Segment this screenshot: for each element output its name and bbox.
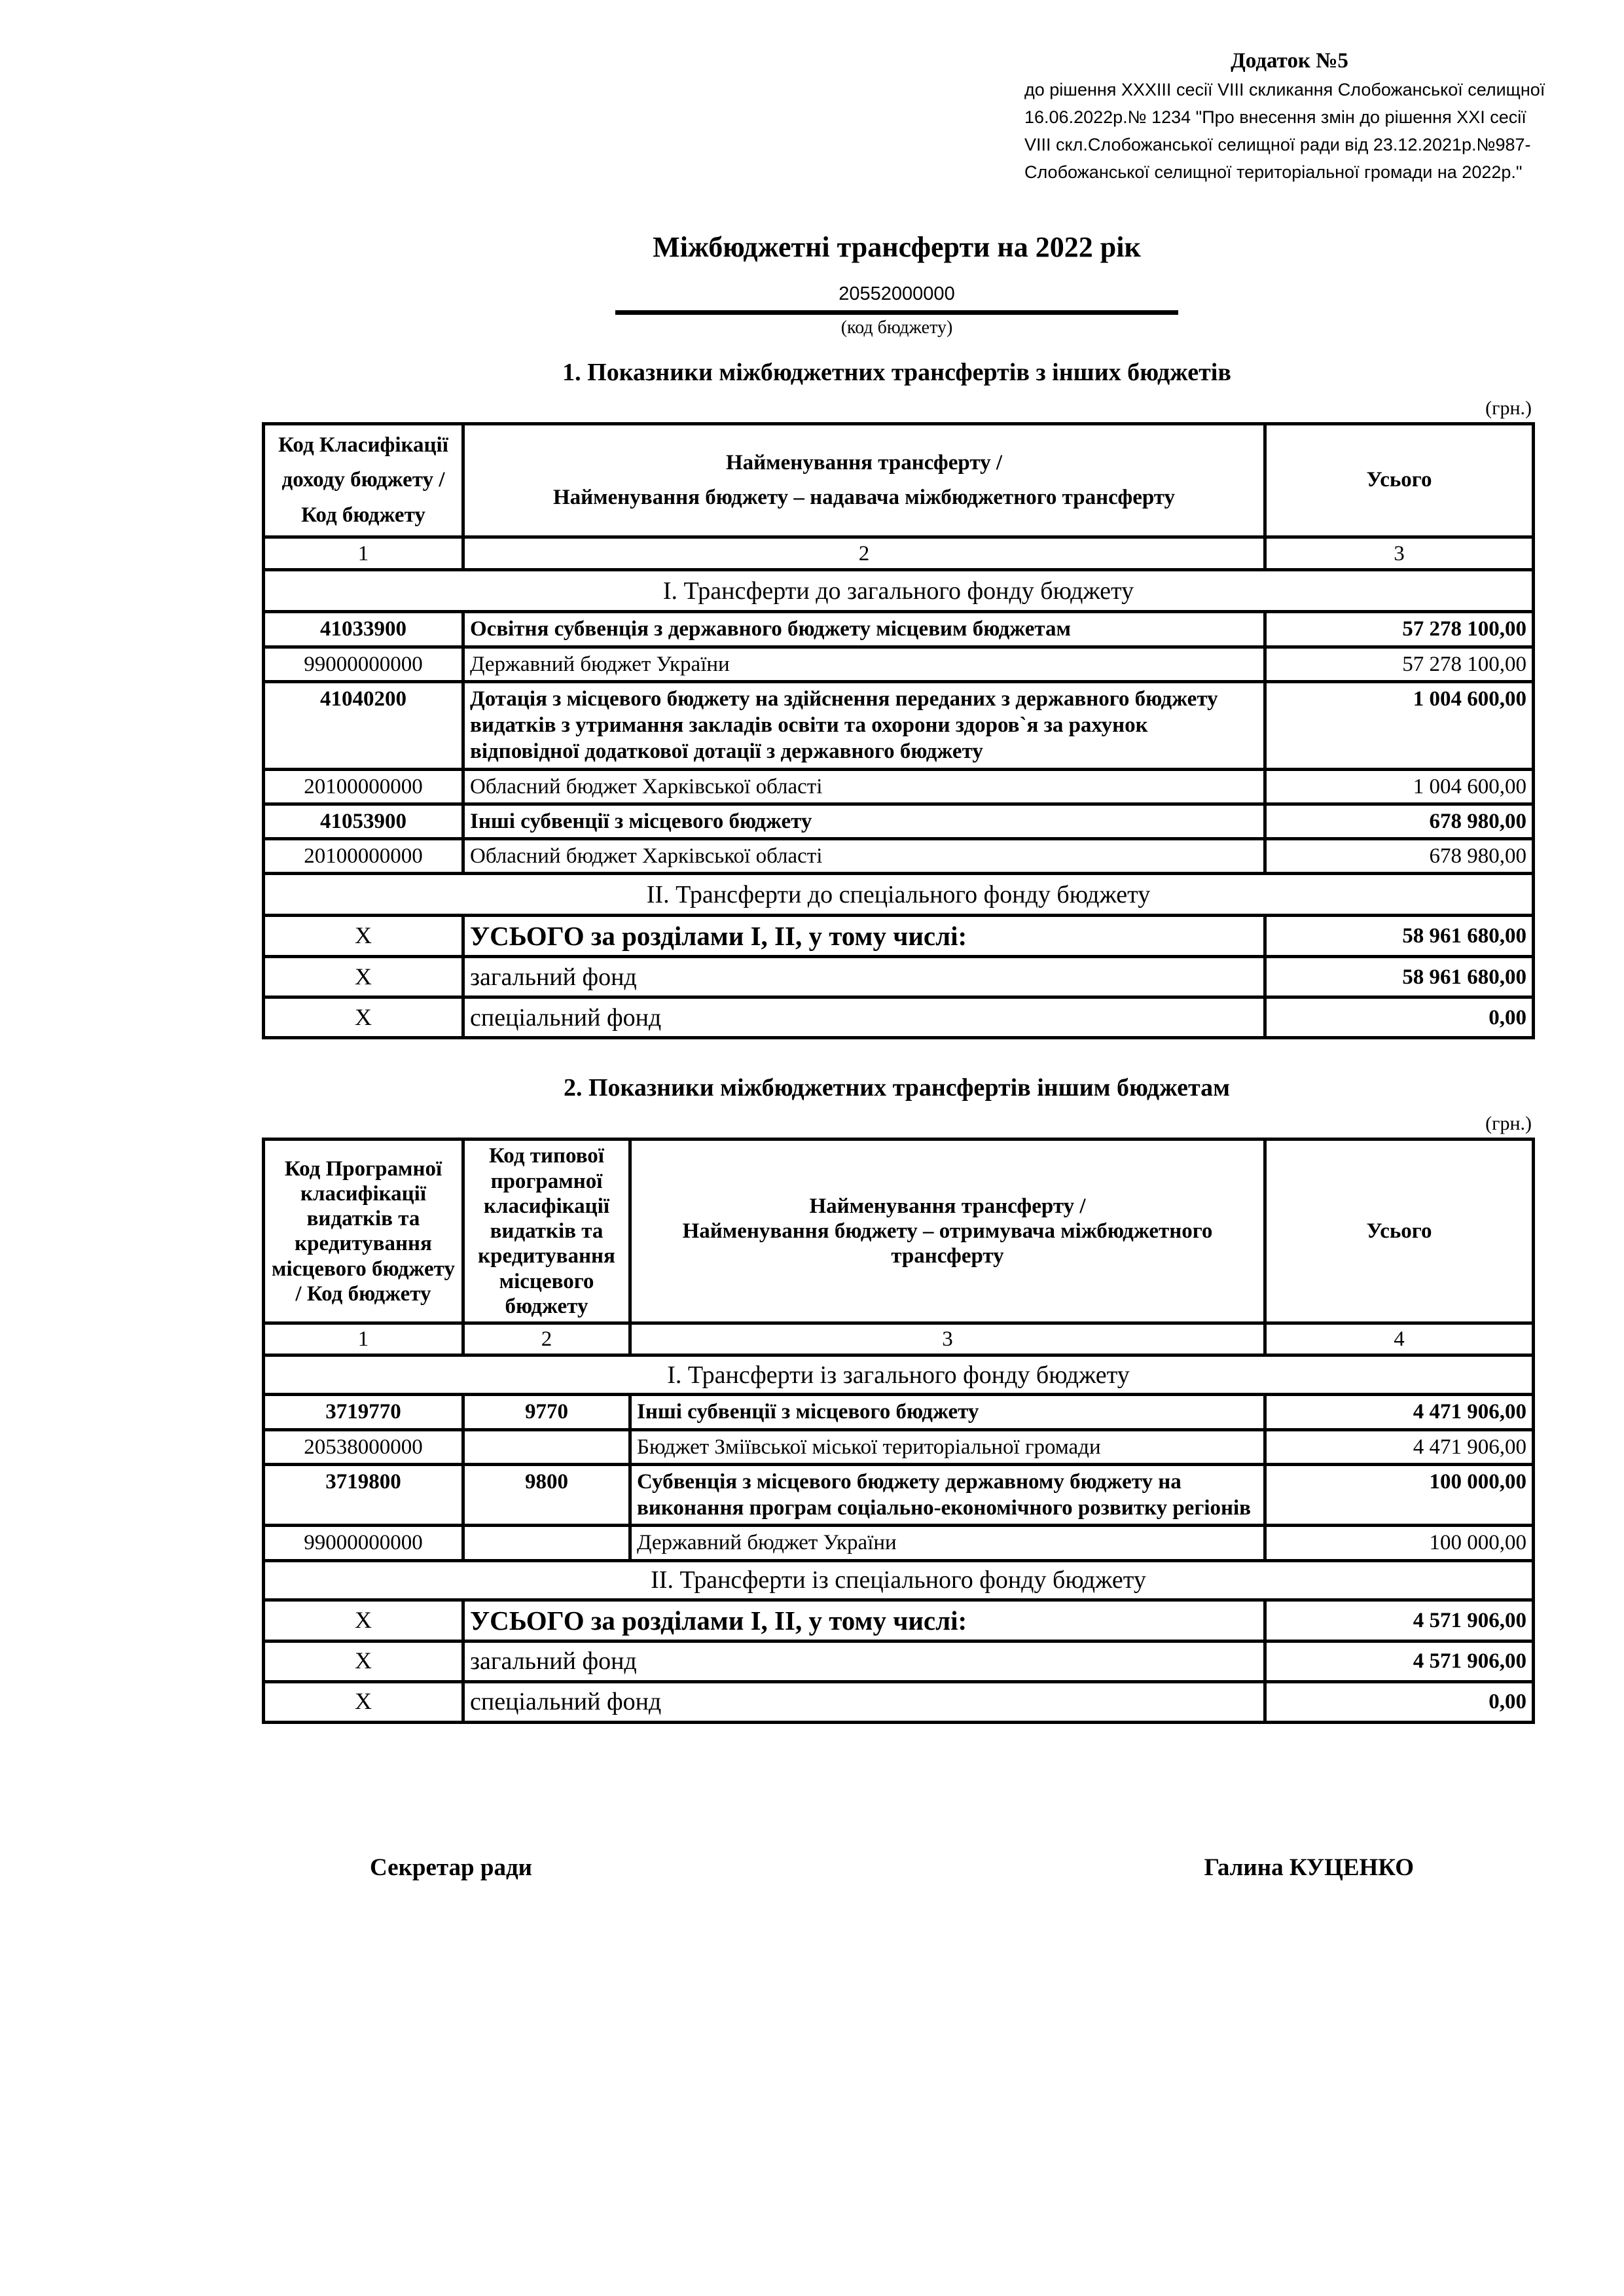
- name-cell: Інші субвенції з місцевого бюджету: [630, 1395, 1265, 1429]
- amount-cell: 58 961 680,00: [1265, 957, 1534, 997]
- table-header-row: [264, 1139, 1534, 1323]
- col-header-total: Усього: [1265, 1139, 1534, 1323]
- code-cell: 99000000000: [264, 647, 463, 681]
- col-header-name: [630, 1139, 1265, 1323]
- table-row: [264, 769, 1534, 804]
- x-cell: X: [264, 916, 463, 957]
- x-cell: X: [264, 997, 463, 1038]
- total-label-cell: УСЬОГО за розділами I, II, у тому числі:: [463, 1600, 1265, 1641]
- table-row: [264, 1526, 1534, 1560]
- column-numbers-row: [264, 1323, 1534, 1355]
- x-cell: X: [264, 1600, 463, 1641]
- document-title: Міжбюджетні трансферти на 2022 рік: [653, 231, 1141, 263]
- amount-cell: 1 004 600,00: [1265, 769, 1534, 804]
- table-row: [264, 1429, 1534, 1464]
- col-header-name-line1: Найменування трансферту /: [809, 1194, 1086, 1218]
- program-code-cell: 3719800: [264, 1464, 463, 1526]
- code-cell: 41033900: [264, 612, 463, 647]
- col-num: 2: [463, 537, 1265, 570]
- name-cell: Дотація з місцевого бюджету на здійснення переданих з державного бюджету видатків з утримання закладів освіти та охорони здоров`я за рахунок відповідної додаткової дотації з державного бюджету: [463, 681, 1265, 769]
- typical-code-cell: [463, 1429, 630, 1464]
- col-header-name-line2: Найменування бюджету – надавача міжбюджетного трансферту: [552, 486, 1176, 510]
- appendix-title: Додаток №5: [1231, 49, 1348, 73]
- special-fund-total-row: [264, 1681, 1534, 1722]
- amount-cell: 57 278 100,00: [1265, 647, 1534, 681]
- col-header-total: Усього: [1265, 424, 1534, 537]
- special-fund-total-row: [264, 997, 1534, 1038]
- amount-cell: 57 278 100,00: [1265, 612, 1534, 647]
- code-cell: 20100000000: [264, 839, 463, 874]
- budget-code-label: (код бюджету): [840, 317, 953, 338]
- x-cell: X: [264, 957, 463, 997]
- budget-code: 20552000000: [615, 283, 1178, 315]
- col-header-name-line1: Найменування трансферту /: [725, 450, 1003, 475]
- amount-cell: 678 980,00: [1265, 804, 1534, 838]
- name-cell: Обласний бюджет Харківської області: [463, 839, 1265, 874]
- amount-cell: 100 000,00: [1265, 1464, 1534, 1526]
- general-fund-total-row: [264, 1641, 1534, 1681]
- program-code-cell: 99000000000: [264, 1526, 463, 1560]
- name-cell: Державний бюджет України: [630, 1526, 1265, 1560]
- amount-cell: 100 000,00: [1265, 1526, 1534, 1560]
- signature-block: [262, 1854, 1532, 1882]
- col-num: 1: [264, 537, 463, 570]
- table-row: [264, 647, 1534, 681]
- col-header-typical-code: Код типової програмної класифікації видатків та кредитування місцевого бюджету: [463, 1139, 630, 1323]
- column-numbers-row: [264, 537, 1534, 570]
- amount-cell: 4 571 906,00: [1265, 1600, 1534, 1641]
- col-header-name: [463, 424, 1265, 537]
- appendix-line: VIII скл.Слобожанської селищної ради від 23.12.2021р.№987-: [1024, 135, 1531, 154]
- amount-cell: 1 004 600,00: [1265, 681, 1534, 769]
- appendix-line: 16.06.2022р.№ 1234 "Про внесення змін до рішення XXI сесії: [1024, 107, 1526, 127]
- amount-cell: 58 961 680,00: [1265, 916, 1534, 957]
- code-cell: 20100000000: [264, 769, 463, 804]
- name-cell: Освітня субвенція з державного бюджету місцевим бюджетам: [463, 612, 1265, 647]
- code-cell: 41040200: [264, 681, 463, 769]
- total-label-cell: спеціальний фонд: [463, 997, 1265, 1038]
- signature-position: Секретар ради: [370, 1854, 532, 1881]
- section2-heading: 2. Показники міжбюджетних трансфертів іншим бюджетам: [563, 1074, 1231, 1102]
- transfers-from-other-budgets-table: [262, 422, 1535, 1039]
- col-num: 2: [463, 1323, 630, 1355]
- typical-code-cell: 9800: [463, 1464, 630, 1526]
- name-cell: Обласний бюджет Харківської області: [463, 769, 1265, 804]
- col-header-program-code: Код Програмної класифікації видатків та кредитування місцевого бюджету / Код бюджету: [264, 1139, 463, 1323]
- table-row: [264, 681, 1534, 769]
- col-num: 4: [1265, 1323, 1534, 1355]
- name-cell: Бюджет Зміївської міської територіальної громади: [630, 1429, 1265, 1464]
- typical-code-cell: 9770: [463, 1395, 630, 1429]
- name-cell: Субвенція з місцевого бюджету державному бюджету на виконання програм соціально-економічного розвитку регіонів: [630, 1464, 1265, 1526]
- section-row-special-fund: [264, 874, 1534, 916]
- signature-name: Галина КУЦЕНКО: [1204, 1854, 1414, 1881]
- amount-cell: 4 471 906,00: [1265, 1429, 1534, 1464]
- section-row-label: II. Трансферти до спеціального фонду бюджету: [264, 874, 1534, 916]
- grand-total-row: [264, 1600, 1534, 1641]
- x-cell: X: [264, 1641, 463, 1681]
- name-cell: Інші субвенції з місцевого бюджету: [463, 804, 1265, 838]
- total-label-cell: загальний фонд: [463, 957, 1265, 997]
- section-row-label: I. Трансферти із загального фонду бюджету: [264, 1355, 1534, 1395]
- table-row: [264, 1464, 1534, 1526]
- col-num: 3: [630, 1323, 1265, 1355]
- amount-cell: 4 471 906,00: [1265, 1395, 1534, 1429]
- program-code-cell: 3719770: [264, 1395, 463, 1429]
- section-row-label: II. Трансферти із спеціального фонду бюджету: [264, 1560, 1534, 1600]
- appendix-line: до рішення XXXIII сесії VIII скликання Слобожанської селищної: [1024, 80, 1545, 99]
- currency-note: (грн.): [1485, 1113, 1532, 1135]
- section-row-special-fund: [264, 1560, 1534, 1600]
- section-row-general-fund: [264, 1355, 1534, 1395]
- transfers-to-other-budgets-table: [262, 1138, 1535, 1723]
- amount-cell: 0,00: [1265, 997, 1534, 1038]
- amount-cell: 4 571 906,00: [1265, 1641, 1534, 1681]
- section1-heading: 1. Показники міжбюджетних трансфертів з інших бюджетів: [562, 359, 1231, 386]
- general-fund-total-row: [264, 957, 1534, 997]
- table-row: [264, 1395, 1534, 1429]
- code-cell: 41053900: [264, 804, 463, 838]
- amount-cell: 678 980,00: [1265, 839, 1534, 874]
- col-num: 1: [264, 1323, 463, 1355]
- table-row: [264, 839, 1534, 874]
- document-content: [262, 0, 1532, 1882]
- grand-total-row: [264, 916, 1534, 957]
- table-row: [264, 612, 1534, 647]
- col-header-name-line2: Найменування бюджету – отримувача міжбюджетного трансферту: [682, 1219, 1213, 1268]
- table-row: [264, 804, 1534, 838]
- amount-cell: 0,00: [1265, 1681, 1534, 1722]
- typical-code-cell: [463, 1526, 630, 1560]
- total-label-cell: спеціальний фонд: [463, 1681, 1265, 1722]
- total-label-cell: загальний фонд: [463, 1641, 1265, 1681]
- currency-note: (грн.): [1485, 397, 1532, 419]
- col-header-code: Код Класифікації доходу бюджету / Код бюджету: [264, 424, 463, 537]
- total-label-cell: УСЬОГО за розділами I, II, у тому числі:: [463, 916, 1265, 957]
- appendix-line: Слобожанської селищної територіальної громади на 2022р.": [1024, 162, 1523, 182]
- budget-code-block: [615, 283, 1178, 338]
- program-code-cell: 20538000000: [264, 1429, 463, 1464]
- x-cell: X: [264, 1681, 463, 1722]
- name-cell: Державний бюджет України: [463, 647, 1265, 681]
- table-header-row: [264, 424, 1534, 537]
- section-row-general-fund: [264, 570, 1534, 612]
- section-row-label: I. Трансферти до загального фонду бюджету: [264, 570, 1534, 612]
- col-num: 3: [1265, 537, 1534, 570]
